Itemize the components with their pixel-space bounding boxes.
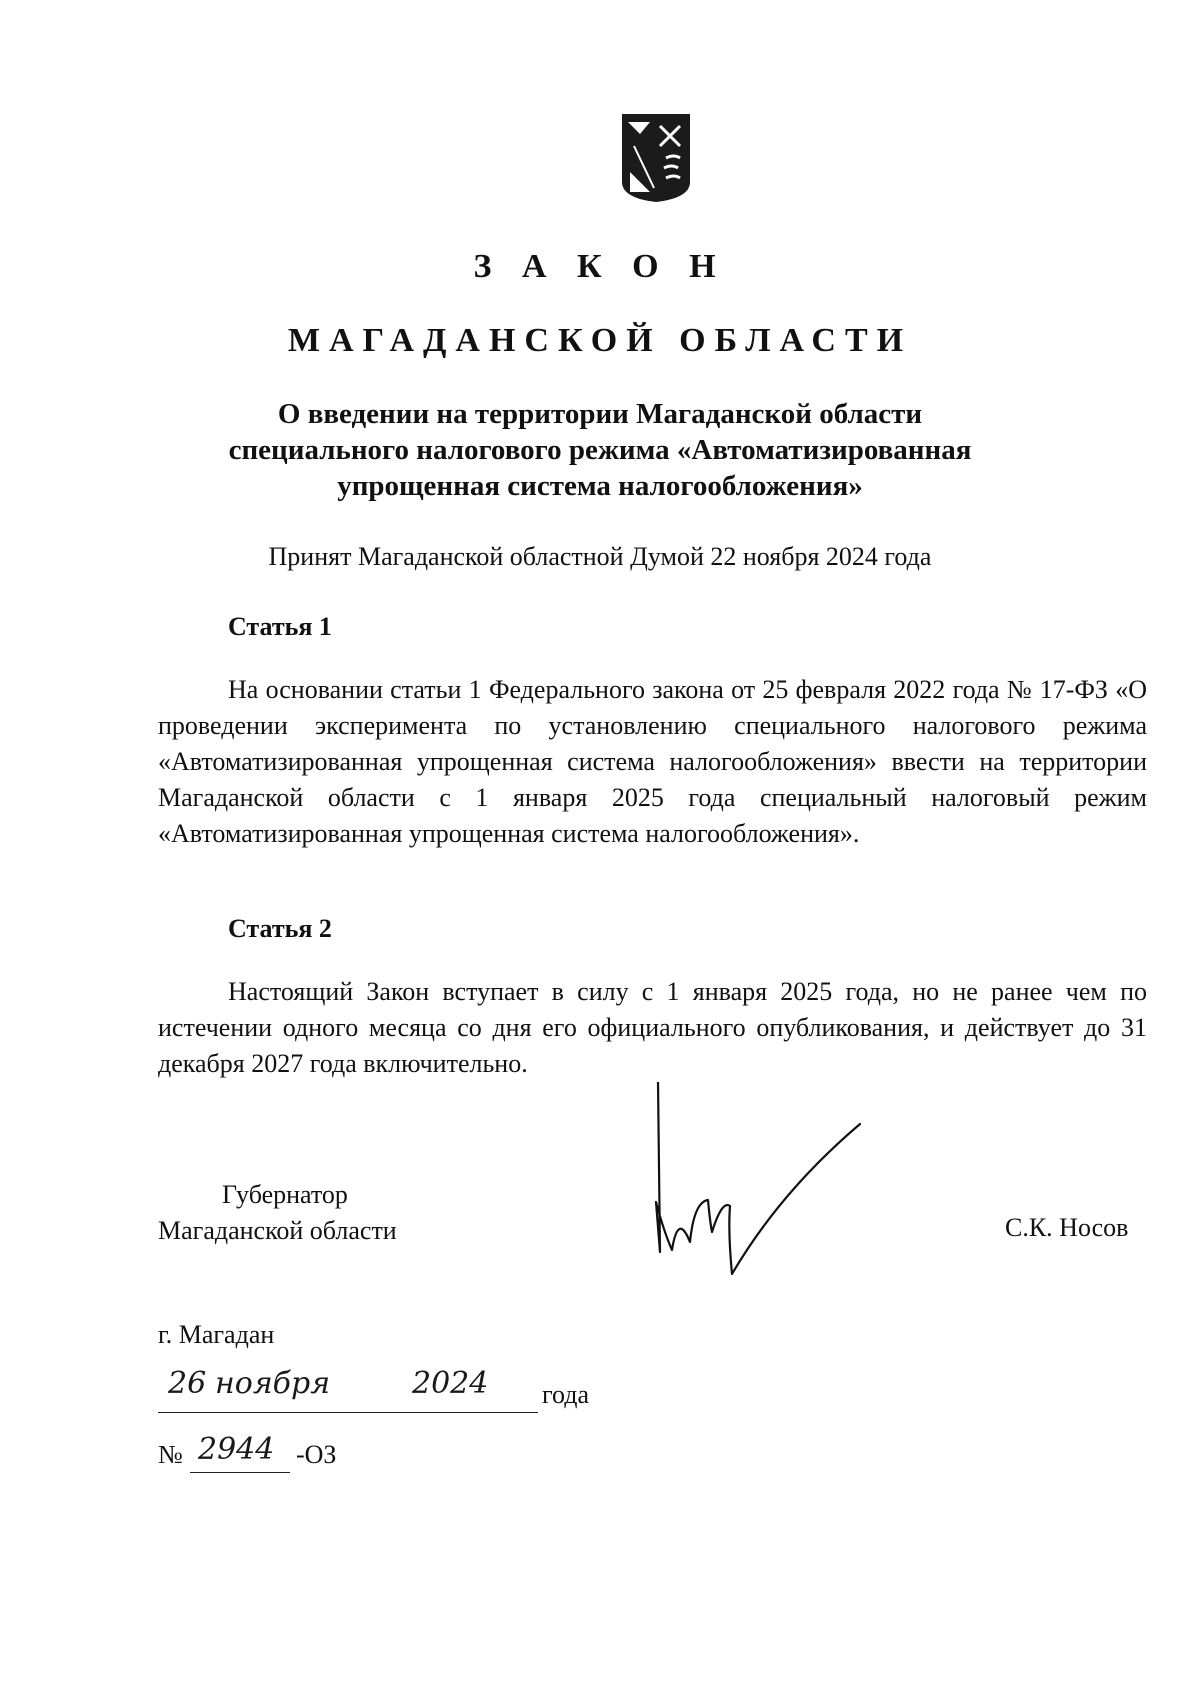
handwritten-signature <box>650 1082 880 1292</box>
handwritten-date-day: 26 <box>168 1366 207 1401</box>
number-suffix: -ОЗ <box>296 1440 337 1469</box>
article-2-heading: Статья 2 <box>228 914 332 943</box>
date-suffix: года <box>542 1380 590 1409</box>
subject-line: специального налогового режима «Автоматизированная <box>228 434 972 466</box>
article-2-text: Настоящий Закон вступает в силу с 1 января 2025 года, но не ранее чем по истечении одного месяца со дня его официального опубликования, и действует до 31 декабря 2027 года включительно. <box>158 977 1147 1078</box>
signatory-title <box>158 1177 397 1249</box>
law-subject <box>150 396 1050 504</box>
article-1-text: На основании статьи 1 Федерального закона от 25 февраля 2022 года № 17-ФЗ «О проведении эксперимента по установлению специального налогового режима «Автоматизированная упрощенная система налогообложения» ввести на территории Магаданской области с 1 января 2025 года специальный налоговый режим «Автоматизированная упрощенная система налогообложения». <box>158 675 1147 848</box>
region-title: МАГАДАНСКОЙ ОБЛАСТИ <box>287 322 913 359</box>
handwritten-date-year: 2024 <box>412 1366 489 1401</box>
adoption-note: Принят Магаданской областной Думой 22 ноября 2024 года <box>268 542 932 571</box>
coat-of-arms-icon <box>620 112 692 204</box>
signatory-title-line: Магаданской области <box>158 1216 397 1245</box>
article-1-heading: Статья 1 <box>228 612 332 641</box>
signing-city: г. Магадан <box>158 1320 275 1349</box>
signatory-title-line: Губернатор <box>222 1180 348 1209</box>
subject-line: упрощенная система налогообложения» <box>337 470 863 502</box>
document-title: З А К О Н <box>473 248 727 285</box>
handwritten-law-number: 2944 <box>198 1432 275 1467</box>
signatory-name: С.К. Носов <box>1005 1213 1129 1242</box>
subject-line: О введении на территории Магаданской области <box>277 398 923 430</box>
number-prefix: № <box>158 1440 183 1469</box>
handwritten-date-month: ноября <box>215 1366 331 1401</box>
